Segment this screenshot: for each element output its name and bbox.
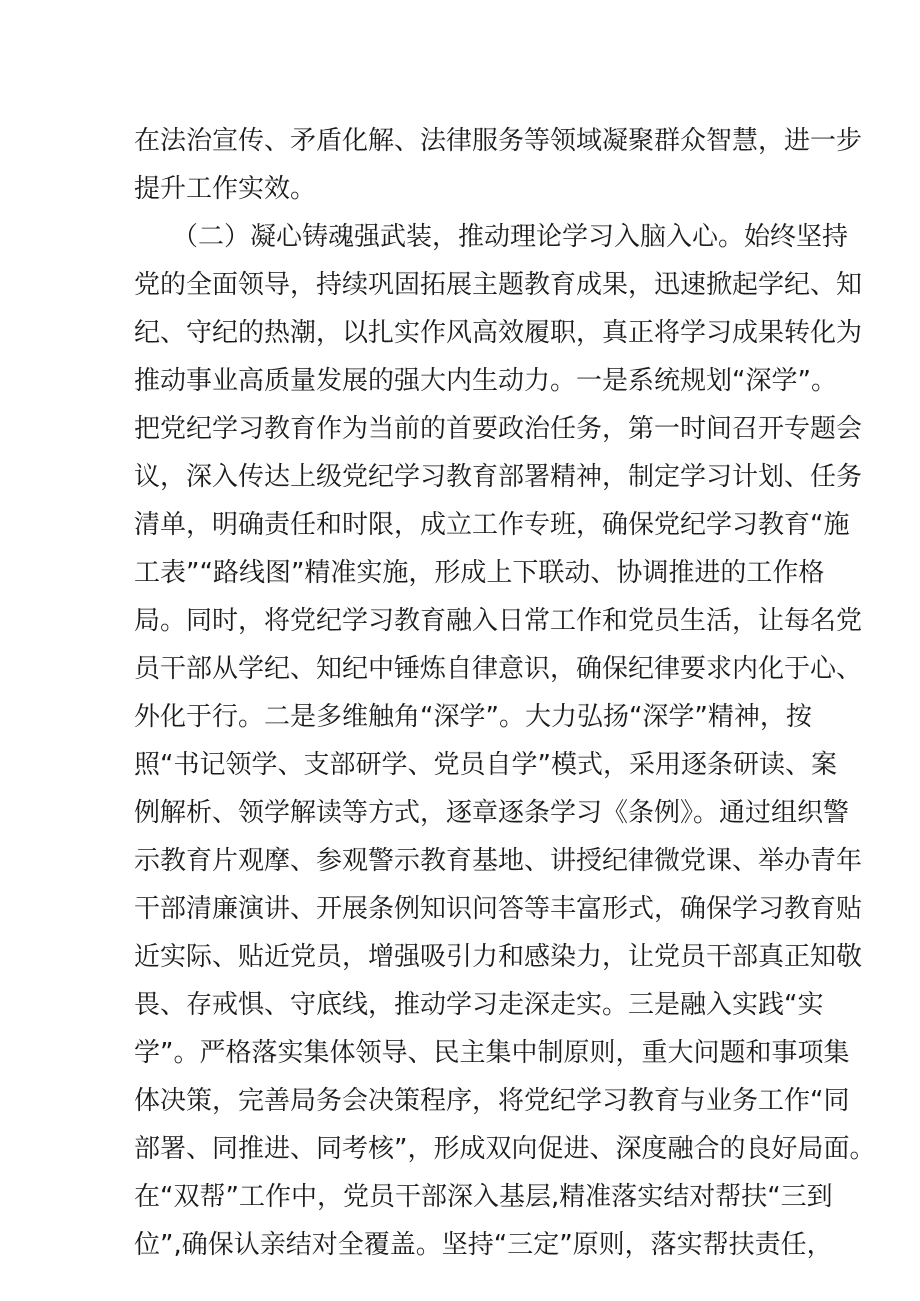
section-heading-line: （二）凝心铸魂强武装，推动理论学习入脑入心。始终坚持 [172, 222, 849, 252]
text-line: 纪、守纪的热潮，以扎实作风高效履职，真正将学习成果转化为 [134, 318, 863, 348]
text-line: 示教育片观摩、参观警示教育基地、讲授纪律微党课、举办青年 [134, 846, 863, 876]
text-line: 局。同时，将党纪学习教育融入日常工作和党员生活，让每名党 [134, 606, 863, 636]
text-line: 部署、同推进、同考核”，形成双向促进、深度融合的良好局面。 [134, 1134, 876, 1164]
text-line: 员干部从学纪、知纪中锤炼自律意识，确保纪律要求内化于心、 [134, 654, 863, 684]
text-line: 议，深入传达上级党纪学习教育部署精神，制定学习计划、任务 [134, 462, 863, 492]
text-line: 学”。严格落实集体领导、民主集中制原则，重大问题和事项集 [134, 1038, 850, 1068]
text-line: 位”,确保认亲结对全覆盖。坚持“三定”原则，落实帮扶责任， [134, 1230, 833, 1260]
text-line: 近实际、贴近党员，增强吸引力和感染力，让党员干部真正知敬 [134, 942, 863, 972]
text-line: 在“双帮”工作中，党员干部深入基层,精准落实结对帮扶“三到 [134, 1182, 833, 1212]
text-line: 体决策，完善局务会决策程序，将党纪学习教育与业务工作“同 [134, 1086, 850, 1116]
text-line: 照“书记领学、支部研学、党员自学”模式，采用逐条研读、案 [134, 750, 837, 780]
text-line: 工表”“路线图”精准实施，形成上下联动、协调推进的工作格 [134, 558, 825, 588]
text-line: 例解析、领学解读等方式，逐章逐条学习《条例》。通过组织警 [134, 798, 850, 828]
text-line: 干部清廉演讲、开展条例知识问答等丰富形式，确保学习教育贴 [134, 894, 863, 924]
text-line: 在法治宣传、矛盾化解、法律服务等领域凝聚群众智慧，进一步 [134, 126, 863, 156]
text-line: 清单，明确责任和时限，成立工作专班，确保党纪学习教育“施 [134, 510, 850, 540]
body-text [134, 117, 876, 1269]
text-line: 推动事业高质量发展的强大内生动力。一是系统规划“深学”。 [134, 366, 837, 396]
text-line: 提升工作实效。 [134, 174, 317, 204]
text-line: 畏、存戒惧、守底线，推动学习走深走实。三是融入实践“实 [134, 990, 824, 1020]
text-line: 党的全面领导，持续巩固拓展主题教育成果，迅速掀起学纪、知 [134, 270, 863, 300]
text-line: 外化于行。二是多维触角“深学”。大力弘扬“深学”精神，按 [134, 702, 812, 732]
text-line: 把党纪学习教育作为当前的首要政治任务，第一时间召开专题会 [134, 414, 863, 444]
